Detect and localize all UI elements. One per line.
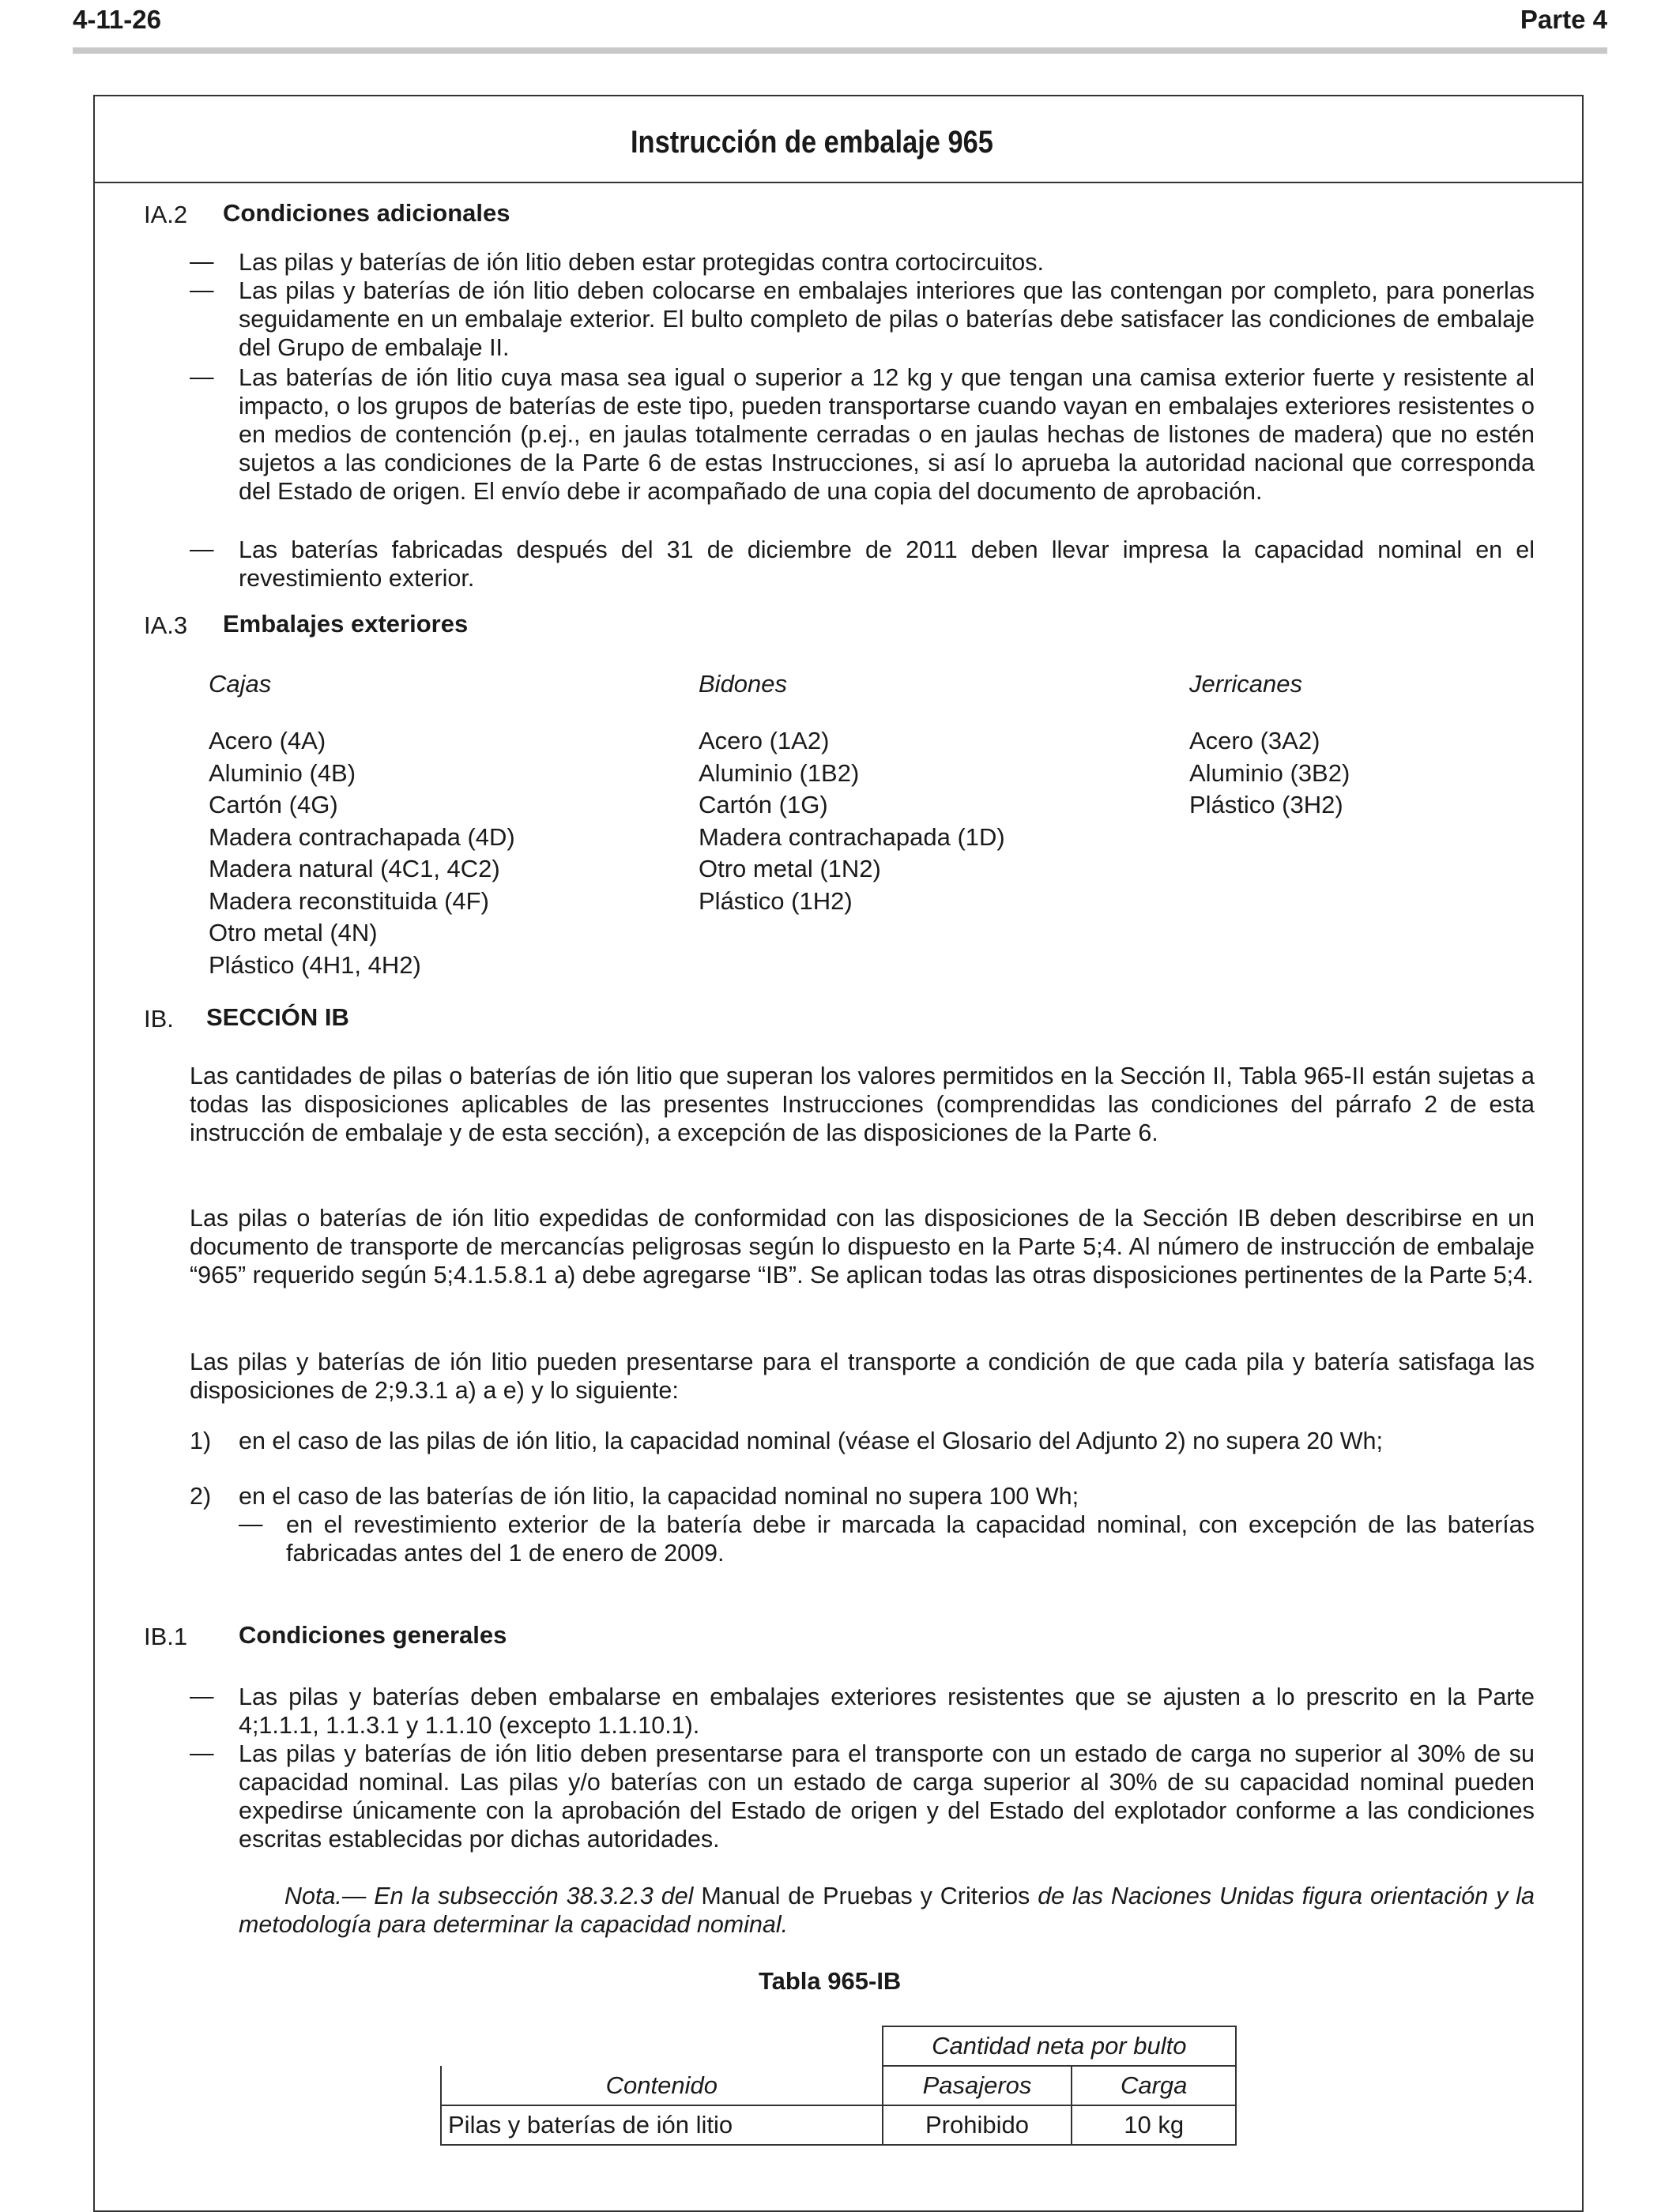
list-item: Madera natural (4C1, 4C2): [209, 855, 500, 882]
page-date: 4-11-26: [73, 5, 161, 34]
list-item: Madera contrachapada (4D): [209, 822, 515, 851]
column-head-cajas: Cajas: [209, 670, 272, 698]
table-title: Tabla 965-IB: [759, 1967, 902, 1995]
section-number-ib1: IB.1: [144, 1623, 188, 1650]
ib1-bullet: Las pilas y baterías de ión litio deben presentarse para el transporte con un estado de carga no superior al 30% de su capacidad nominal. Las pilas y/o baterías con un estado de carga superior al 30% de su capacidad nominal pueden expedirse únicamente con la aprobación del Estado de origen y del Estado del explotador conforme a las condiciones escritas establecidas por dichas autoridades.: [239, 1740, 1535, 1853]
list-item: Acero (4A): [209, 727, 326, 754]
table-cell: Pilas y baterías de ión litio: [441, 2105, 883, 2145]
section-heading-ib1: Condiciones generales: [239, 1621, 507, 1649]
dash-glyph: —: [190, 363, 214, 390]
dash-glyph: —: [190, 536, 214, 562]
numbered-item: en el caso de las baterías de ión litio, la capacidad nominal no supera 100 Wh;: [239, 1483, 1079, 1510]
list-item: Otro metal (1N2): [699, 855, 881, 882]
dash-glyph: —: [190, 1740, 214, 1766]
ia2-bullet: Las baterías fabricadas después del 31 de diciembre de 2011 deben llevar impresa la capacidad nominal en el revestimiento exterior.: [239, 536, 1535, 592]
list-item: Plástico (3H2): [1189, 791, 1343, 818]
note-paragraph: [239, 1882, 1535, 1939]
note-tail: de las Naciones Unidas figura orientación y la metodología para determinar la capacidad nominal.: [239, 1883, 1535, 1938]
item-number: 1): [190, 1428, 212, 1454]
dash-glyph: —: [190, 1683, 214, 1710]
list-item: Otro metal (4N): [209, 919, 378, 946]
section-heading-ib: SECCIÓN IB: [206, 1003, 349, 1031]
ia2-bullet: Las pilas y baterías de ión litio deben colocarse en embalajes interiores que las contengan por completo, para ponerlas seguidamente en un embalaje exterior. El bulto completo de pilas o baterías debe satisfacer las condiciones de embalaje del Grupo de embalaje II.: [239, 277, 1535, 361]
ia2-bullet: Las baterías de ión litio cuya masa sea igual o superior a 12 kg y que tengan una camisa exterior fuerte y resistente al impacto, o los grupos de baterías de este tipo, pueden transportarse cuando vayan en embalajes exteriores resistentes o en medios de contención (p.ej., en jaulas totalmente cerradas o en jaulas hechas de listones de madera) que no estén sujetos a las condiciones de la Parte 6 de estas Instrucciones, si así lo aprueba la autoridad nacional que corresponda del Estado de origen. El envío debe ir acompañado de una copia del documento de aprobación.: [239, 364, 1535, 505]
list-item: Cartón (4G): [209, 791, 338, 818]
dash-glyph: —: [190, 248, 214, 275]
column-head-bidones: Bidones: [699, 670, 788, 698]
column-list-bidones: [699, 725, 1005, 917]
ib-paragraph: Las pilas y baterías de ión litio pueden presentarse para el transporte a condición de que cada pila y batería satisfaga las disposiciones de 2;9.3.1 a) a e) y lo siguiente:: [190, 1349, 1535, 1404]
list-item: Aluminio (3B2): [1189, 758, 1350, 787]
note-manual-title: Manual de Pruebas y Criterios: [701, 1883, 1030, 1909]
numbered-item: en el caso de las pilas de ión litio, la capacidad nominal (véase el Glosario del Adjunto 2) no supera 20 Wh;: [239, 1428, 1383, 1454]
table-row: [441, 2066, 1236, 2105]
column-list-cajas: [209, 725, 515, 981]
ib-paragraph: Las pilas o baterías de ión litio expedidas de conformidad con las disposiciones de la Sección IB deben describirse en un documento de transporte de mercancías peligrosas según lo dispuesto en la Parte 5;4. Al número de instrucción de embalaje “965” requerido según 5;4.1.5.8.1 a) debe agregarse “IB”. Se aplican todas las otras disposiciones pertinentes de la Parte 5;4.: [190, 1205, 1535, 1288]
ib1-bullet: Las pilas y baterías deben embalarse en embalajes exteriores resistentes que se ajusten a lo prescrito en la Parte 4;1.1.1, 1.1.3.1 y 1.1.10 (excepto 1.1.10.1).: [239, 1683, 1535, 1739]
section-heading-ia2: Condiciones adicionales: [223, 199, 510, 227]
table-header-carga: Carga: [1072, 2066, 1236, 2105]
table-group-header: Cantidad neta por bulto: [883, 2026, 1236, 2066]
table-965-ib: [440, 2026, 1237, 2146]
table-cell: 10 kg: [1072, 2105, 1236, 2145]
table-header-contenido: Contenido: [441, 2066, 883, 2105]
table-row: [441, 2026, 1236, 2066]
ia2-bullet: Las pilas y baterías de ión litio deben estar protegidas contra cortocircuitos.: [239, 249, 1044, 276]
section-heading-ia3: Embalajes exteriores: [223, 610, 469, 638]
note-lead: Nota.— En la subsección 38.3.2.3 del: [284, 1883, 694, 1909]
page-title: Instrucción de embalaje 965: [631, 125, 993, 160]
table-cell: Prohibido: [883, 2105, 1072, 2145]
list-item: Madera contrachapada (1D): [699, 822, 1005, 851]
list-item: Aluminio (4B): [209, 758, 356, 787]
item-number: 2): [190, 1483, 212, 1510]
section-number-ia3: IA.3: [144, 611, 188, 639]
header-rule: [73, 47, 1607, 54]
list-item: Plástico (4H1, 4H2): [209, 950, 421, 979]
section-number-ia2: IA.2: [144, 201, 188, 228]
sub-bullet: en el revestimiento exterior de la batería debe ir marcada la capacidad nominal, con excepción de las baterías fabricadas antes del 1 de enero de 2009.: [286, 1511, 1535, 1567]
running-head: [73, 5, 1607, 40]
table-row: [441, 2105, 1236, 2145]
list-item: Plástico (1H2): [699, 886, 853, 915]
ib-paragraph: Las cantidades de pilas o baterías de ión litio que superan los valores permitidos en la Sección II, Tabla 965-II están sujetas a todas las disposiciones aplicables de las presentes Instrucciones (comprendidas las condiciones del párrafo 2 de esta instrucción de embalaje y de esta sección), a excepción de las disposiciones de la Parte 6.: [190, 1063, 1535, 1146]
part-label: Parte 4: [1520, 5, 1607, 34]
title-bar: [95, 96, 1582, 183]
list-item: Aluminio (1B2): [699, 758, 860, 787]
section-number-ib: IB.: [144, 1005, 174, 1033]
table-header-pasajeros: Pasajeros: [883, 2066, 1072, 2105]
dash-glyph: —: [239, 1510, 263, 1537]
column-head-jerricanes: Jerricanes: [1189, 670, 1302, 698]
dash-glyph: —: [190, 276, 214, 303]
list-item: Acero (3A2): [1189, 727, 1320, 754]
column-list-jerricanes: [1189, 725, 1350, 822]
list-item: Acero (1A2): [699, 727, 830, 754]
list-item: Madera reconstituida (4F): [209, 886, 489, 915]
list-item: Cartón (1G): [699, 791, 828, 818]
